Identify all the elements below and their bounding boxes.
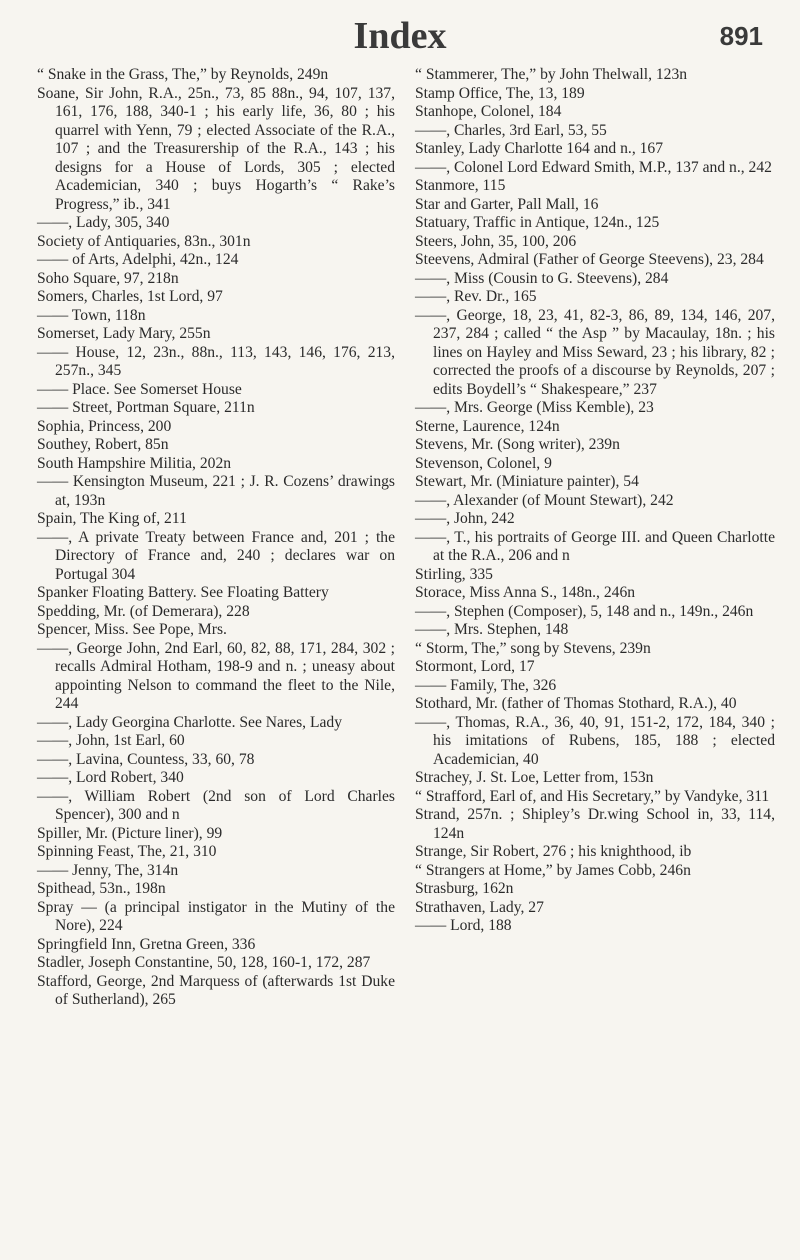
index-entry: ——, Lady, 305, 340 (37, 214, 170, 231)
index-entry: Strand, 257n. ; Shipley’s Dr.wing School in, 33, 114, 124n (415, 806, 775, 842)
index-entry: Spithead, 53n., 198n (37, 880, 166, 897)
index-entry: ——, George John, 2nd Earl, 60, 82, 88, 171, 284, 302 ; recalls Admiral Hotham, 198-9 and n. ; uneasy about appointing Nelson to command the fleet to the Nile, 244 (37, 639, 395, 712)
index-entry: ——, Lavina, Countess, 33, 60, 78 (37, 750, 255, 768)
index-entry: Society of Antiquaries, 83n., 301n (37, 232, 251, 250)
index-entry: “ Strafford, Earl of, and His Secretary,” by Vandyke, 311 (415, 787, 770, 805)
index-entry: Spiller, Mr. (Picture liner), 99 (37, 824, 223, 842)
index-entry: Spanker Floating Battery. See Floating Battery (37, 584, 329, 601)
index-entry: ——, John, 242 (415, 510, 515, 527)
index-entry: —— Lord, 188 (415, 917, 512, 934)
page-title: Index (353, 15, 447, 57)
index-entry: Stothard, Mr. (father of Thomas Stothard, R.A.), 40 (415, 695, 737, 712)
index-entry: Soane, Sir John, R.A., 25n., 73, 85 88n., 94, 107, 137, 161, 176, 188, 340-1 ; his early life, 36, 80 ; his quarrel with Yenn, 79 ; elected Associate of the R.A., 107 ; and the Treasurership of the R.A., 143 ; his designs for a House of Lords, 305 ; elected Academician, 340 ; buys Hogarth’s “ Rake’s Progress,” ib., 341 (37, 84, 395, 213)
index-column-left (37, 66, 395, 1010)
index-entry: Spray — (a principal instigator in the Mutiny of the Nore), 224 (37, 898, 395, 934)
index-entry: Springfield Inn, Gretna Green, 336 (37, 935, 256, 953)
index-entry: —— of Arts, Adelphi, 42n., 124 (37, 251, 239, 268)
index-entry: Strachey, J. St. Loe, Letter from, 153n (415, 769, 654, 786)
index-entry: ——, Mrs. George (Miss Kemble), 23 (415, 399, 654, 416)
index-entry: Strathaven, Lady, 27 (415, 898, 544, 916)
index-entry: ——, Lord Robert, 340 (37, 769, 184, 786)
index-entry: Spain, The King of, 211 (37, 510, 187, 527)
index-entry: ——, Miss (Cousin to G. Steevens), 284 (415, 269, 669, 287)
index-entry: Stirling, 335 (415, 565, 493, 583)
index-entry: Stevenson, Colonel, 9 (415, 454, 552, 472)
index-entry: Somerset, Lady Mary, 255n (37, 325, 211, 342)
index-entry: Spinning Feast, The, 21, 310 (37, 843, 217, 860)
index-entry: Stormont, Lord, 17 (415, 658, 535, 675)
index-entry: ——, Stephen (Composer), 5, 148 and n., 149n., 246n (415, 602, 754, 620)
index-entry: Somers, Charles, 1st Lord, 97 (37, 288, 223, 305)
index-entry: Steers, John, 35, 100, 206 (415, 232, 577, 250)
index-entry: Stanley, Lady Charlotte 164 and n., 167 (415, 140, 664, 157)
index-entry: Stamp Office, The, 13, 189 (415, 84, 585, 102)
index-entry: ——, Colonel Lord Edward Smith, M.P., 137 and n., 242 (415, 158, 772, 176)
index-entry: Southey, Robert, 85n (37, 436, 169, 453)
index-entry: “ Storm, The,” song by Stevens, 239n (415, 639, 651, 657)
index-entry: ——, Rev. Dr., 165 (415, 288, 537, 305)
index-entry: “ Strangers at Home,” by James Cobb, 246n (415, 861, 691, 879)
page-number: 891 (719, 21, 763, 51)
index-entry: ——, Lady Georgina Charlotte. See Nares, Lady (37, 713, 342, 731)
index-entry: Storace, Miss Anna S., 148n., 246n (415, 584, 636, 601)
index-entry: Stafford, George, 2nd Marquess of (afterwards 1st Duke of Sutherland), 265 (37, 972, 395, 1008)
index-entry: Strange, Sir Robert, 276 ; his knighthood, ib (415, 843, 692, 860)
index-entry: Soho Square, 97, 218n (37, 269, 179, 287)
index-entry: South Hampshire Militia, 202n (37, 454, 232, 472)
index-entry: ——, William Robert (2nd son of Lord Charles Spencer), 300 and n (37, 787, 395, 823)
index-entry: —— Kensington Museum, 221 ; J. R. Cozens’ drawings at, 193n (37, 473, 395, 509)
index-entry: —— Town, 118n (37, 306, 146, 324)
index-entry: Statuary, Traffic in Antique, 124n., 125 (415, 214, 660, 231)
index-entry: Stewart, Mr. (Miniature painter), 54 (415, 473, 639, 490)
index-entry: ——, Thomas, R.A., 36, 40, 91, 151-2, 172, 184, 340 ; his imitations of Rubens, 185, 188 ; elected Academician, 40 (415, 713, 775, 768)
index-entry: ——, Charles, 3rd Earl, 53, 55 (415, 121, 607, 139)
index-entry: Strasburg, 162n (415, 880, 514, 897)
index-entry: —— Jenny, The, 314n (37, 861, 179, 879)
index-entry: —— House, 12, 23n., 88n., 113, 143, 146, 176, 213, 257n., 345 (37, 343, 395, 379)
index-entry: “ Stammerer, The,” by John Thelwall, 123n (415, 66, 688, 83)
index-entry: Stanhope, Colonel, 184 (415, 103, 562, 120)
index-entry: ——, A private Treaty between France and, 201 ; the Directory of France and, 240 ; declares war on Portugal 304 (37, 528, 395, 583)
page-header (0, 14, 800, 58)
index-entry: ——, Alexander (of Mount Stewart), 242 (415, 491, 674, 509)
index-entry: —— Place. See Somerset House (37, 380, 242, 398)
index-entry: Sterne, Laurence, 124n (415, 417, 560, 435)
index-entry: Star and Garter, Pall Mall, 16 (415, 195, 599, 213)
index-entry: Steevens, Admiral (Father of George Steevens), 23, 284 (415, 251, 764, 268)
index-entry: Sophia, Princess, 200 (37, 417, 172, 435)
index-entry: Stevens, Mr. (Song writer), 239n (415, 436, 620, 453)
index-entry: Stadler, Joseph Constantine, 50, 128, 160-1, 172, 287 (37, 954, 371, 971)
index-entry: “ Snake in the Grass, The,” by Reynolds, 249n (37, 66, 329, 83)
index-entry: ——, T., his portraits of George III. and Queen Charlotte at the R.A., 206 and n (415, 528, 775, 564)
index-entry: ——, John, 1st Earl, 60 (37, 732, 185, 749)
index-entry: —— Family, The, 326 (415, 676, 557, 694)
index-entry: —— Street, Portman Square, 211n (37, 399, 255, 416)
index-column-right (415, 66, 775, 936)
index-entry: Spencer, Miss. See Pope, Mrs. (37, 621, 227, 638)
index-entry: ——, Mrs. Stephen, 148 (415, 621, 569, 638)
index-entry: Spedding, Mr. (of Demerara), 228 (37, 602, 250, 620)
index-entry: Stanmore, 115 (415, 177, 506, 194)
index-entry: ——, George, 18, 23, 41, 82-3, 86, 89, 134, 146, 207, 237, 284 ; called “ the Asp ” by Macaulay, 18n. ; his lines on Hayley and Miss Seward, 23 ; his library, 82 ; corrected the proofs of a discourse by Reynolds, 207 ; edits Boydell’s “ Shakespeare,” 237 (415, 306, 775, 398)
